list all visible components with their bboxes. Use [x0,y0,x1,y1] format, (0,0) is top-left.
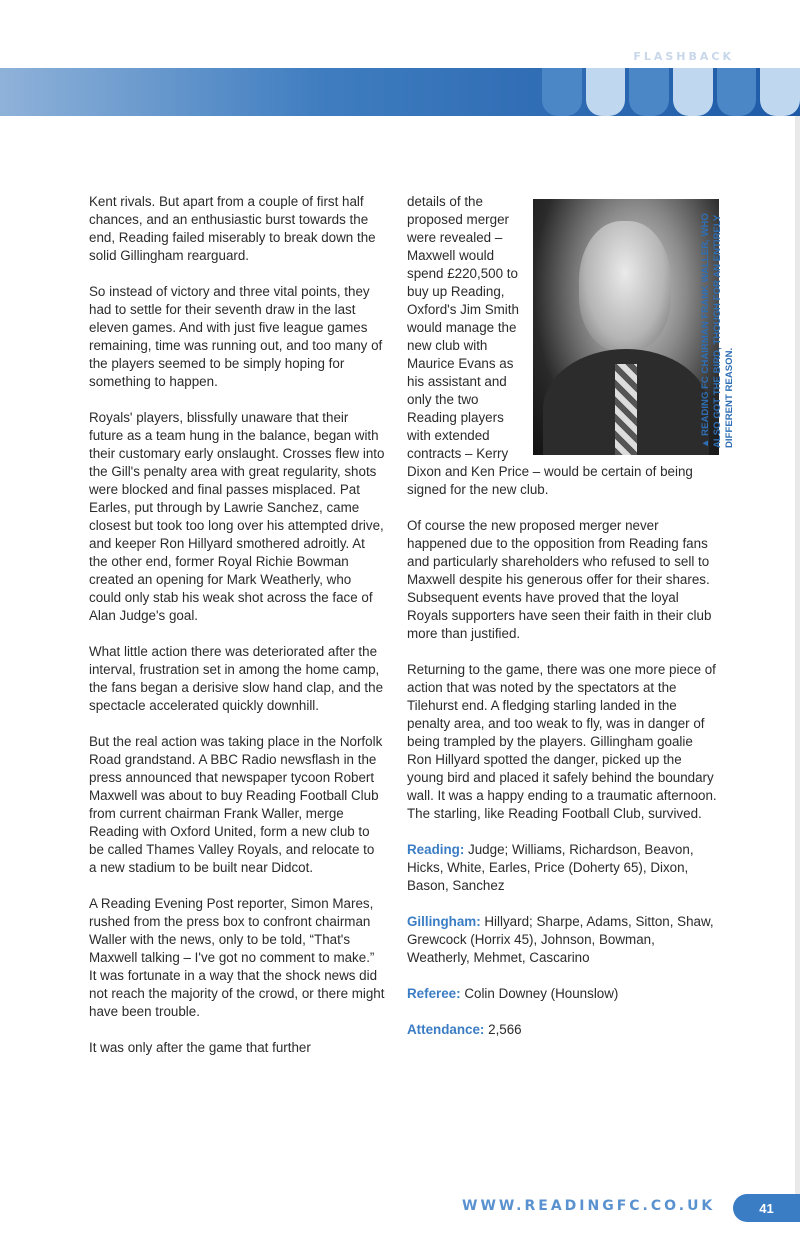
referee-value: Colin Downey (Hounslow) [464,986,619,1001]
page-number: 41 [733,1194,800,1222]
referee-label: Referee: [407,986,461,1001]
paragraph: So instead of victory and three vital points, they had to settle for their seventh draw in the last eleven games. And with just five league games remaining, time was running out, and too many of the players seemed to be simply hoping for something to happen. [89,284,383,389]
paragraph: It was only after the game that further [89,1040,311,1055]
paragraph: Returning to the game, there was one more piece of action that was noted by the spectators at the Tilehurst end. A fledging starling landed in the penalty area, and too weak to fly, was in danger of being trampled by the players. Gillingham goalie Ron Hillyard spotted the danger, picked up the young bird and placed it safely behind the boundary wall. It was a happy ending to a traumatic afternoon. The starling, like Reading Football Club, survived. [407,662,717,821]
chairman-photo [533,199,719,455]
paragraph: A Reading Evening Post reporter, Simon Mares, rushed from the press box to confront chairman Waller with the news, only to be told, “That's Maxwell talking – I've got no comment to make.” It was fortunate in a way that the shock news did not reach the majority of the crowd, or there might have been trouble. [89,896,385,1019]
team-label: Reading: [407,842,465,857]
attendance-value: 2,566 [488,1022,522,1037]
referee [407,985,719,1003]
paragraph: Royals' players, blissfully unaware that their future as a team hung in the balance, began with their customary early onslaught. Crosses flew into the Gill's penalty area with great regularity, shots were blocked and final passes misplaced. Pat Earles, put through by Lawrie Sanchez, came closest but took too long over his attempted drive, and keeper Ron Hillyard smothered adroitly. At the other end, former Royal Richie Bowman created an opening for Mark Weatherly, who could only stab his weak shot across the face of Alan Judge's goal. [89,410,385,623]
left-column [89,193,385,1075]
team-lineup: Hillyard; Sharpe, Adams, Sitton, Shaw, Grewcock (Horrix 45), Johnson, Bowman, Weatherly, Mehmet, Cascarino [407,914,714,965]
team-reading [407,841,719,895]
photo-caption: ▲ READING FC CHAIRMAN FRANK WALLER, WHO ALSO GOT THE BIRD, THOUGH FOR AN ENTIRELY DIFFERENT REASON. [700,213,735,448]
page-edge [795,116,800,1196]
section-label: FLASHBACK [633,50,734,63]
team-gillingham [407,913,719,967]
paragraph: Of course the new proposed merger never happened due to the opposition from Reading fans and particularly shareholders who refused to sell to Maxwell despite his generous offer for their shares. Subsequent events have proved that the loyal Royals supporters have seen their faith in their club more than justified. [407,518,712,641]
attendance-label: Attendance: [407,1022,485,1037]
team-lineup: Judge; Williams, Richardson, Beavon, Hicks, White, Earles, Price (Doherty 65), Dixon, Bason, Sanchez [407,842,694,893]
footer-url: WWW.READINGFC.CO.UK [462,1198,716,1214]
team-label: Gillingham: [407,914,481,929]
paragraph: Kent rivals. But apart from a couple of first half chances, and an enthusiastic burst towards the end, Reading failed miserably to break down the solid Gillingham rearguard. [89,194,376,263]
attendance [407,1021,719,1039]
header-decoration [542,68,800,116]
right-column [407,193,719,1057]
paragraph: details of the proposed merger were revealed – Maxwell would spend £220,500 to buy up Reading, Oxford's Jim Smith would manage the new club with Maurice Evans as his assistant and only the two Reading players with extended contracts – Kerry Dixon and Ken Price – would be certain of being signed for the new club. [407,194,693,497]
paragraph: But the real action was taking place in the Norfolk Road grandstand. A BBC Radio newsflash in the press announced that newspaper tycoon Robert Maxwell was about to buy Reading Football Club from current chairman Frank Waller, merge Reading with Oxford United, form a new club to be called Thames Valley Royals, and relocate to a new stadium to be built near Didcot. [89,734,383,875]
paragraph: What little action there was deteriorated after the interval, frustration set in among the home camp, the fans began a derisive slow hand clap, and the spectacle accelerated quickly downhill. [89,644,384,713]
